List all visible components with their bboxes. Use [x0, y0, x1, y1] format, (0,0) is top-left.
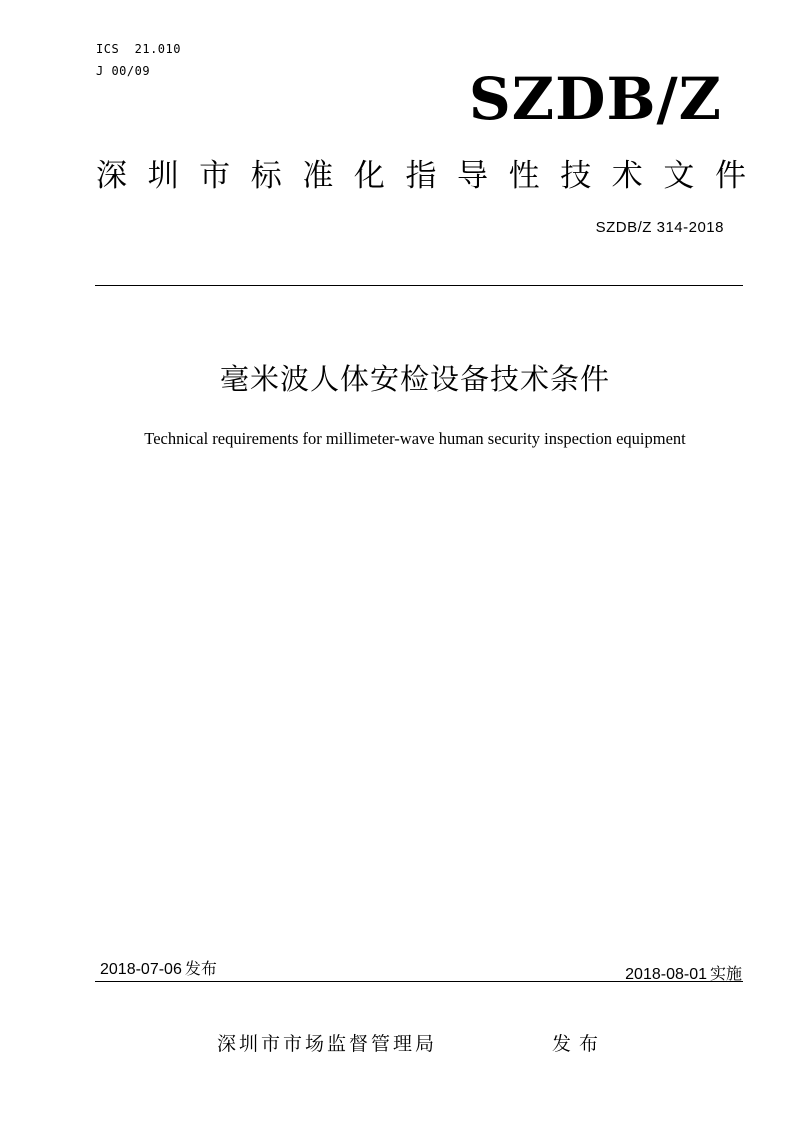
title-chinese: 毫米波人体安检设备技术条件 — [219, 362, 610, 396]
document-type-char: 标 — [250, 158, 282, 194]
implementation-date-value: 2018-08-01 — [625, 966, 707, 983]
document-type-char: 化 — [353, 158, 385, 194]
issuer: 深圳市市场监督管理局 — [217, 1033, 438, 1055]
header-divider — [95, 285, 743, 286]
document-type-char: 导 — [457, 158, 489, 194]
document-type-char: 深 — [96, 158, 127, 194]
document-type-char: 术 — [611, 158, 643, 194]
classification-code: J 00/09 — [96, 64, 151, 78]
implementation-label: 实施 — [709, 964, 742, 983]
document-type-char: 指 — [405, 158, 437, 194]
ics-code: ICS 21.010 — [96, 42, 181, 56]
document-number: SZDB/Z 314-2018 — [595, 219, 724, 236]
document-type-char: 性 — [508, 158, 540, 194]
title-english: Technical requirements for millimeter-wave human security inspection equipment — [144, 429, 686, 448]
document-type — [96, 156, 746, 196]
issue-date-value: 2018-07-06 — [100, 961, 182, 978]
document-type-char: 文 — [663, 158, 695, 194]
release-label: 发布 — [552, 1033, 607, 1055]
issue-date — [100, 956, 217, 979]
document-type-char: 技 — [560, 158, 592, 194]
document-type-char: 圳 — [147, 158, 179, 194]
series-mark: SZDB/Z — [468, 65, 722, 133]
footer-divider — [95, 981, 743, 982]
document-type-char: 市 — [199, 158, 231, 194]
document-type-char: 准 — [302, 158, 334, 194]
issue-label: 发布 — [184, 959, 217, 978]
document-type-char: 件 — [714, 158, 746, 194]
